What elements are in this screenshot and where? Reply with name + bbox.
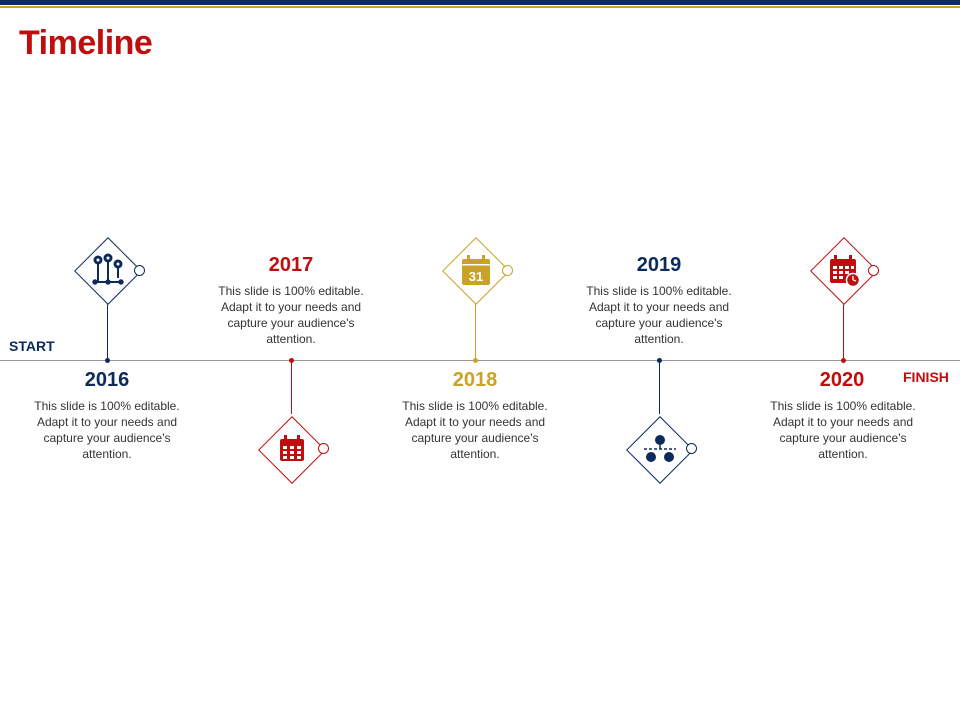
milestone-dot <box>473 358 478 363</box>
milestone-year: 2020 <box>819 369 865 391</box>
connector-circle <box>868 265 879 276</box>
calendar-clock-icon <box>824 250 864 290</box>
milestone-dot <box>105 358 110 363</box>
connector-circle <box>686 443 697 454</box>
calendar-grid-icon <box>272 429 312 469</box>
milestone-description: This slide is 100% editable. Adapt it to your needs and capture your audience's attention. <box>586 284 732 346</box>
finish-label: FINISH <box>903 369 949 385</box>
milestone-description: This slide is 100% editable. Adapt it to your needs and capture your audience's attention. <box>34 399 180 461</box>
slide-title: Timeline <box>19 24 153 62</box>
timeline-axis <box>0 360 960 361</box>
milestone-dot <box>841 358 846 363</box>
milestone-description: This slide is 100% editable. Adapt it to your needs and capture your audience's attention. <box>770 399 916 461</box>
connector-circle <box>502 265 513 276</box>
connector-circle <box>318 443 329 454</box>
milestone-dot <box>657 358 662 363</box>
network-icon <box>640 429 680 469</box>
location-pins-icon <box>88 250 128 290</box>
milestone-description: This slide is 100% editable. Adapt it to your needs and capture your audience's attention. <box>218 284 364 346</box>
calendar-31-icon <box>456 250 496 290</box>
connector-circle <box>134 265 145 276</box>
milestone-dot <box>289 358 294 363</box>
milestone-year: 2019 <box>636 254 682 276</box>
milestone-description: This slide is 100% editable. Adapt it to your needs and capture your audience's attention. <box>402 399 548 461</box>
top-accent-bar <box>0 0 960 5</box>
milestone-year: 2017 <box>268 254 314 276</box>
milestone-stem <box>659 361 660 414</box>
top-accent-line <box>0 6 960 8</box>
milestone-stem <box>291 361 292 414</box>
milestone-year: 2018 <box>452 369 498 391</box>
calendar-day-number: 31 <box>468 269 484 284</box>
start-label: START <box>9 338 55 354</box>
milestone-year: 2016 <box>84 369 130 391</box>
